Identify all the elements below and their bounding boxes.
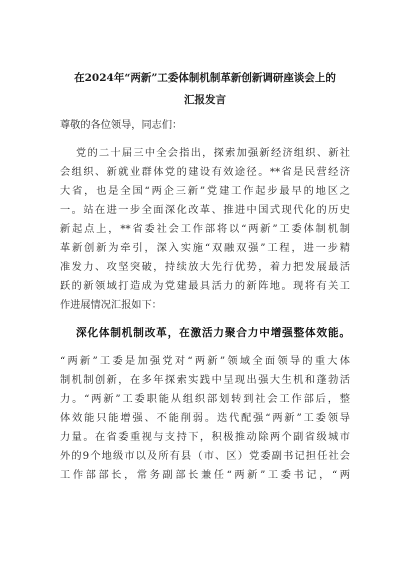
paragraph-line: 大省，也是全国“两企三新”党建工作起步最早的地区之 xyxy=(60,186,350,197)
paragraph-line: 外的9个地级市以及所有县（市、区）党委副书记担任社会 xyxy=(60,451,350,462)
paragraph-line: 会组织、新就业群体党的建设有效途径。**省是民营经济 xyxy=(60,167,350,178)
paragraph-line: 新起点上，**省委社会工作部将以“两新”工委体制机制 xyxy=(60,224,350,235)
paragraph-line: 工作部部长，常务副部长兼任“两新”工委书记，“两 xyxy=(60,470,350,481)
paragraph-line: 准发力、攻坚突破，持续放大先行优势，着力把发展最活 xyxy=(60,262,350,273)
greeting: 尊敬的各位领导，同志们： xyxy=(60,120,183,131)
paragraph-line: 一。站在进一步全面深化改革、推进中国式现代化的历史 xyxy=(60,205,350,216)
paragraph-line: “两新”工委是加强党对“两新”领域全面领导的重大体 xyxy=(60,356,350,367)
paragraph-line: 力量。在省委重视与支持下，积极推动除两个副省级城市 xyxy=(60,432,350,443)
section-heading: 深化体制机制改革，在激活力聚合力中增强整体效能。 xyxy=(76,327,350,339)
paragraph-line: 党的二十届三中全会指出，探索加强新经济组织、新社 xyxy=(76,148,350,159)
paragraph-line: 跃的新领域打造成为党建最具活力的新阵地。现将有关工 xyxy=(60,281,350,292)
paragraph-line: 革新创新为牵引，深入实施“双融双强”工程，进一步精 xyxy=(60,243,350,254)
paragraph-line: 作进展情况汇报如下： xyxy=(60,300,162,311)
document-title-line-1: 在2024年“两新”工委体制机制革新创新调研座谈会上的 xyxy=(74,72,336,84)
paragraph-line: 体效能只能增强、不能削弱。迭代配强“两新”工委领导 xyxy=(60,413,350,424)
document-title-line-2: 汇报发言 xyxy=(184,94,226,106)
paragraph-line: 力。“两新”工委职能从组织部划转到社会工作部后，整 xyxy=(60,394,350,405)
paragraph-line: 制机制创新，在多年探索实践中呈现出强大生机和蓬勃活 xyxy=(60,375,350,386)
